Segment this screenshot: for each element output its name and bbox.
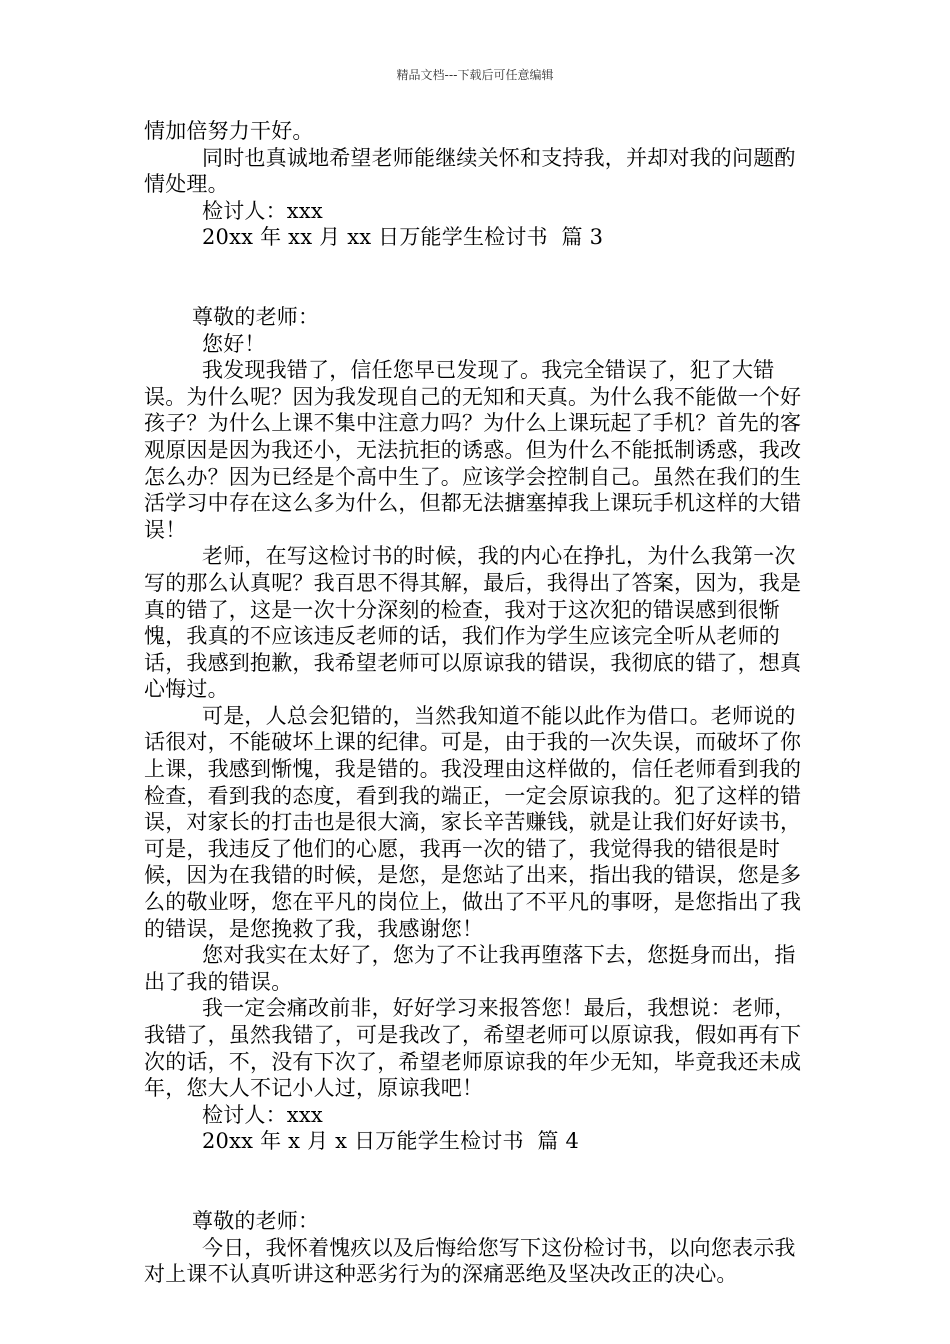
date-title-line: 20xx 年 xx 月 xx 日万能学生检讨书 篇 3 xyxy=(202,225,604,250)
signer-line: 检讨人：xxx xyxy=(202,1102,323,1127)
salutation: 尊敬的老师： xyxy=(192,1208,320,1233)
spacer xyxy=(144,1155,816,1208)
paragraph-4: 您对我实在太好了，您为了不让我再堕落下去，您挺身而出，指出了我的错误。 xyxy=(144,943,796,994)
greeting: 您好！ xyxy=(202,331,266,356)
salutation: 尊敬的老师： xyxy=(192,304,320,329)
signer-line: 检讨人：xxx xyxy=(202,198,323,223)
paragraph-2: 老师，在写这检讨书的时候，我的内心在挣扎，为什么我第一次写的那么认真呢？我百思不得其解，最后，我得出了答案，因为，我是真的错了，这是一次十分深刻的检查，我对于这次犯的错误感到很惭愧，我真的不应该违反老师的话，我们作为学生应该完全听从老师的话，我感到抱歉，我希望老师可以原谅我的错误，我彻底的错了，想真心悔过。 xyxy=(144,544,802,702)
paragraph-6: 今日，我怀着愧疚以及后悔给您写下这份检讨书，以向您表示我对上课不认真听讲这种恶劣行为的深痛恶绝及坚决改正的决心。 xyxy=(144,1235,796,1287)
paragraph-3: 可是，人总会犯错的，当然我知道不能以此作为借口。老师说的话很对，不能破坏上课的纪律。可是，由于我的一次失误，而破坏了你上课，我感到惭愧，我是错的。我没理由这样做的，信任老师看到我的检查，看到我的态度，看到我的端正，一定会原谅我的。犯了这样的错误，对家长的打击也是很大滴，家长辛苦赚钱，就是让我们好好读书，可是，我违反了他们的心愿，我再一次的错了，我觉得我的错很是时候，因为在我错的时候，是您，是您站了出来，指出我的错误，您是多么的敬业呀，您在平凡的岗位上，做出了不平凡的事呀，是您指出了我的错误，是您挽救了我，我感谢您！ xyxy=(144,703,802,941)
paragraph-1: 我发现我错了，信任您早已发现了。我完全错误了，犯了大错误。为什么呢？因为我发现自己的无知和天真。为什么我不能做一个好孩子？为什么上课不集中注意力吗？为什么上课玩起了手机？首先的客观原因是因为我还小，无法抗拒的诱惑。但为什么不能抵制诱惑，我改怎么办？因为已经是个高中生了。应该学会控制自己。虽然在我们的生活学习中存在这么多为什么，但都无法搪塞掉我上课玩手机这样的大错误！ xyxy=(144,358,802,542)
document-body xyxy=(144,118,816,1288)
page-header: 精品文档---下载后可任意编辑 xyxy=(396,68,554,82)
paragraph-hope: 同时也真诚地希望老师能继续关怀和支持我，并却对我的问题酌情处理。 xyxy=(144,145,796,197)
paragraph-continuation: 情加倍努力干好。 xyxy=(144,119,314,143)
spacer xyxy=(144,251,816,304)
paragraph-5: 我一定会痛改前非，好好学习来报答您！最后，我想说：老师，我错了，虽然我错了，可是我改了，希望老师可以原谅我，假如再有下次的话，不，没有下次了，希望老师原谅我的年少无知，毕竟我还未成年，您大人不记小人过，原谅我吧！ xyxy=(144,996,802,1101)
date-title-line: 20xx 年 x 月 x 日万能学生检讨书 篇 4 xyxy=(202,1129,580,1154)
